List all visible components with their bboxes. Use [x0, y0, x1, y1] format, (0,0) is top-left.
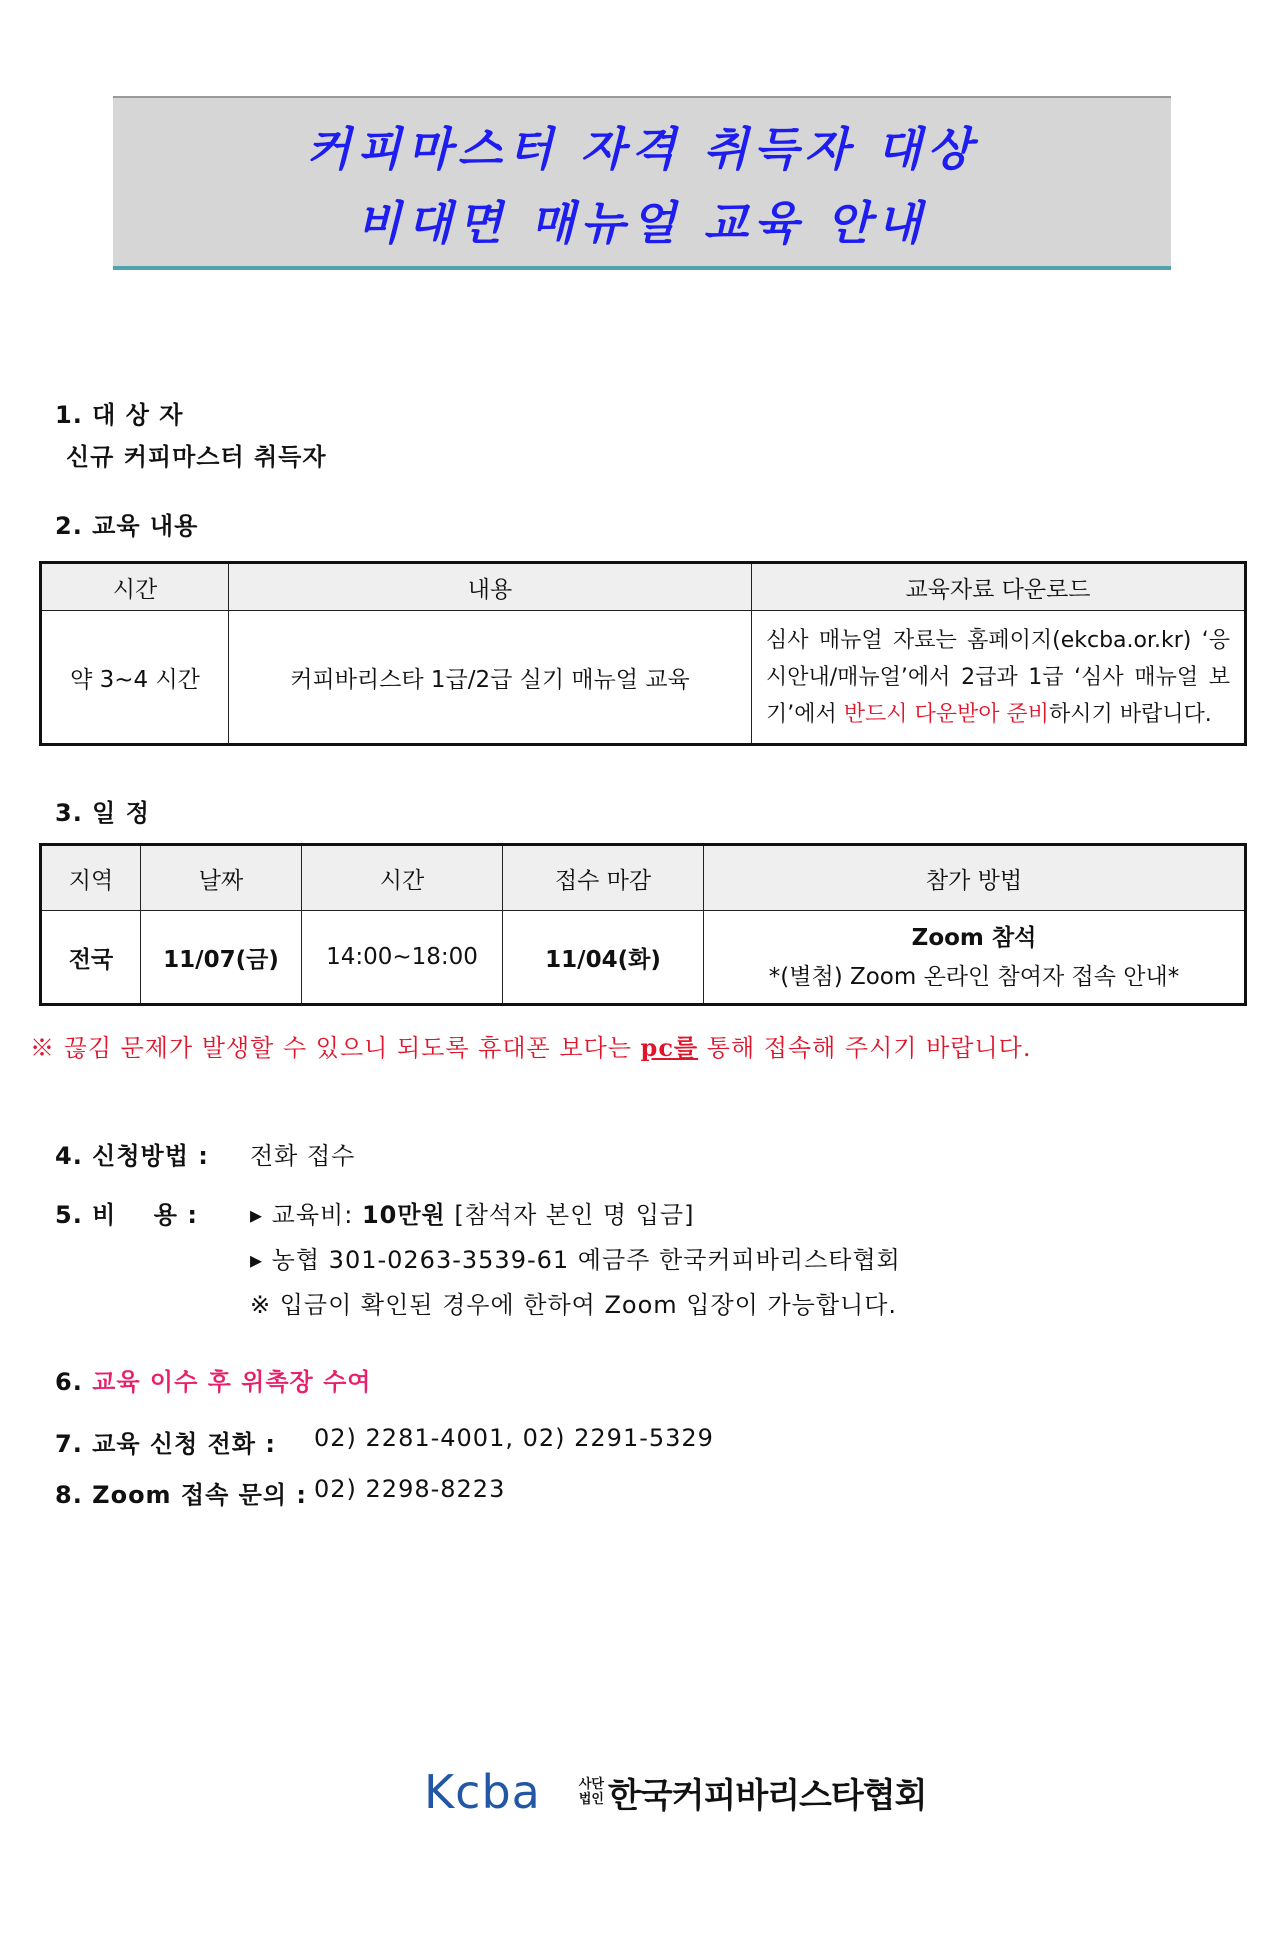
section1-text: 신규 커피마스터 취득자: [66, 443, 327, 471]
section6-number: 6.: [55, 1368, 93, 1396]
col-header-deadline: 접수 마감: [503, 845, 704, 911]
cell-method: [704, 911, 1246, 1005]
col-header-method: 참가 방법: [704, 845, 1246, 911]
cell-schedule-time: 14:00~18:00: [302, 911, 503, 1005]
section8-heading: 8. Zoom 접속 문의 :: [55, 1481, 307, 1509]
notice-text-2: 통해 접속해 주시기 바랍니다.: [698, 1034, 1032, 1062]
deposit-note: ※ 입금이 확인된 경우에 한하여 Zoom 입장이 가능합니다.: [250, 1291, 898, 1319]
schedule-table: [39, 843, 1247, 1006]
section4-text: 전화 접수: [250, 1142, 356, 1170]
org-name: 한국커피바리스타협회: [607, 1775, 927, 1816]
fee-amount: 10만원: [361, 1201, 446, 1229]
download-text-2: 하시기 바랍니다.: [1049, 701, 1212, 727]
title-line-1: 커피마스터 자격 취득자 대상: [306, 122, 978, 176]
section5-heading: 5. 비 용 :: [55, 1201, 198, 1229]
download-emphasis: 반드시 다운받아 준비: [843, 701, 1050, 727]
section6-text: 교육 이수 후 위촉장 수여: [92, 1368, 372, 1396]
section3-heading: 3. 일 정: [55, 799, 150, 827]
col-header-region: 지역: [41, 845, 141, 911]
title-banner: [113, 96, 1171, 270]
cell-time: 약 3~4 시간: [41, 611, 229, 745]
kcba-logo: [424, 1765, 926, 1819]
education-content-table: [39, 561, 1247, 746]
fee-line: [250, 1195, 694, 1230]
section8-text: 02) 2298-8223: [314, 1475, 506, 1503]
method-line-2: *(별첨) Zoom 온라인 참여자 접속 안내*: [768, 964, 1180, 990]
col-header-date: 날짜: [141, 845, 302, 911]
cell-download: [752, 611, 1246, 745]
title-line-2: 비대면 매뉴얼 교육 안내: [356, 196, 928, 250]
notice-underline: pc를: [640, 1033, 699, 1062]
cell-content: 커피바리스타 1급/2급 실기 매뉴얼 교육: [229, 611, 752, 745]
section1-heading: 1. 대 상 자: [55, 401, 184, 429]
col-header-time: 시간: [41, 563, 229, 611]
section4-heading: 4. 신청방법 :: [55, 1142, 209, 1170]
fee-prefix: ▸ 교육비:: [250, 1201, 362, 1229]
section7-text: 02) 2281-4001, 02) 2291-5329: [314, 1424, 714, 1452]
download-text-1: 심사 매뉴얼 자료는 홈페이지(ekcba.or.kr) ‘응시안내/매뉴얼’에서 2급과 1급 ‘심사 매뉴얼 보기’에서: [766, 627, 1230, 727]
method-line-1: Zoom 참석: [911, 925, 1037, 951]
cell-deadline: 11/04(화): [503, 911, 704, 1005]
fee-suffix: [참석자 본인 명 입금]: [445, 1201, 695, 1229]
col-header-download: 교육자료 다운로드: [752, 563, 1246, 611]
corp-label: [579, 1777, 604, 1807]
connection-notice: [30, 1028, 1031, 1063]
section7-heading: 7. 교육 신청 전화 :: [55, 1430, 276, 1458]
section2-heading: 2. 교육 내용: [55, 512, 199, 540]
notice-text-1: ※ 끊김 문제가 발생할 수 있으니 되도록 휴대폰 보다는: [30, 1034, 641, 1062]
cell-region: 전국: [41, 911, 141, 1005]
cell-date: 11/07(금): [141, 911, 302, 1005]
bank-line: ▸ 농협 301-0263-3539-61 예금주 한국커피바리스타협회: [250, 1246, 901, 1274]
section6-heading: [55, 1362, 371, 1397]
col-header-content: 내용: [229, 563, 752, 611]
kcba-logo-text: Kcba: [424, 1765, 541, 1819]
corp-label-bottom: 법인: [578, 1792, 604, 1807]
corp-label-top: 사단: [578, 1777, 604, 1792]
col-header-schedule-time: 시간: [302, 845, 503, 911]
